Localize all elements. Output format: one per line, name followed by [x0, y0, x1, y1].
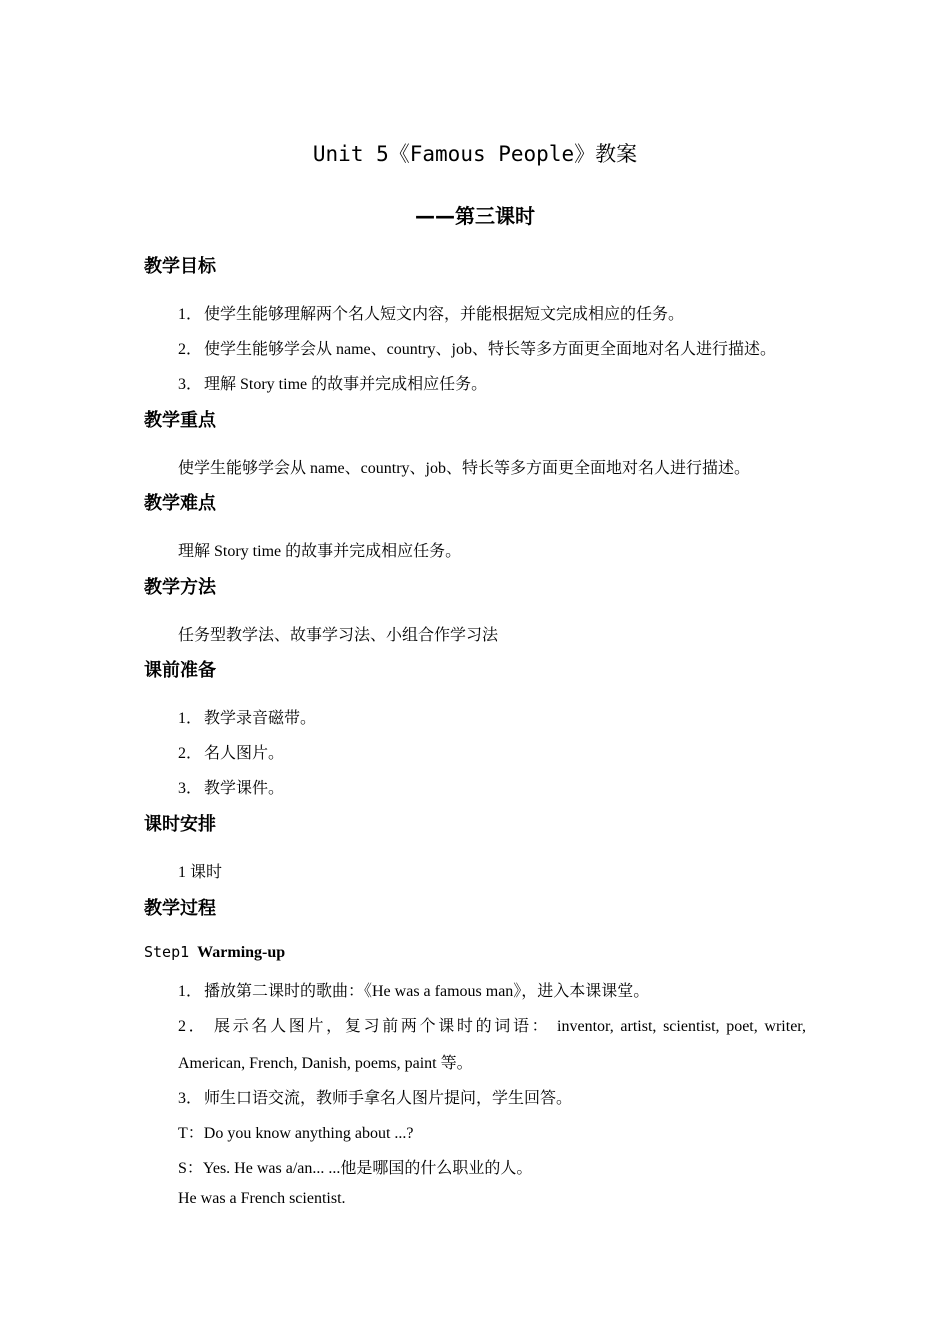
- section-heading-key-points: 教学重点: [144, 410, 216, 431]
- list-text: 使学生能够学会从 name、country、job、特长等多方面更全面地对名人进行描述。: [204, 341, 776, 358]
- section-heading-methods: 教学方法: [144, 577, 216, 598]
- list-number: 3．: [178, 376, 203, 393]
- paragraph: 理解 Story time 的故事并完成相应任务。: [178, 543, 462, 560]
- list-text: 名人图片。: [204, 745, 285, 762]
- list-number: 2．: [178, 745, 203, 762]
- list-item: [178, 705, 316, 728]
- list-number: 3．: [178, 780, 203, 797]
- step-number: Step1: [144, 943, 190, 961]
- list-text: 播放第二课时的歌曲：《He was a famous man》，进入本课课堂。: [204, 983, 650, 1000]
- paragraph: 使学生能够学会从 name、country、job、特长等多方面更全面地对名人进行描述。: [178, 460, 750, 477]
- list-text: 教学录音磁带。: [204, 710, 317, 727]
- section-heading-preparation: 课前准备: [144, 660, 216, 681]
- dialog-line-teacher: T：Do you know anything about ...?: [178, 1125, 414, 1142]
- section-heading-schedule: 课时安排: [144, 814, 216, 835]
- list-text: 使学生能够理解两个名人短文内容，并能根据短文完成相应的任务。: [204, 306, 685, 323]
- section-heading-goals: 教学目标: [144, 256, 216, 277]
- list-number: 2．: [178, 341, 203, 358]
- list-item: [178, 336, 776, 359]
- list-item-line: 2． 展示名人图片，复习前两个课时的词语： inventor, artist, scientist, poet, writer,: [178, 1018, 806, 1035]
- list-text: 理解 Story time 的故事并完成相应任务。: [204, 376, 488, 393]
- document-title: Unit 5《Famous People》教案: [312, 142, 638, 166]
- paragraph: 1 课时: [178, 864, 223, 881]
- list-text: 师生口语交流，教师手拿名人图片提问，学生回答。: [204, 1090, 573, 1107]
- paragraph: 任务型教学法、故事学习法、小组合作学习法: [178, 627, 499, 644]
- list-number: 1．: [178, 710, 203, 727]
- step-name: Warming-up: [197, 944, 286, 961]
- list-item-continuation: American, French, Danish, poems, paint 等。: [178, 1055, 473, 1072]
- dialog-line-student: S：Yes. He was a/an... ...他是哪国的什么职业的人。: [178, 1160, 533, 1177]
- list-item: [178, 301, 684, 324]
- section-heading-difficulties: 教学难点: [144, 493, 216, 514]
- step-heading: [144, 943, 285, 962]
- list-number: 3．: [178, 1090, 203, 1107]
- list-item: [178, 775, 284, 798]
- list-item: [178, 978, 649, 1001]
- example-sentence: He was a French scientist.: [178, 1190, 346, 1207]
- list-number: 1．: [178, 306, 203, 323]
- section-heading-process: 教学过程: [144, 898, 216, 919]
- list-item: [178, 371, 487, 394]
- list-item: [178, 1085, 572, 1108]
- list-text: 教学课件。: [204, 780, 285, 797]
- list-item: [178, 740, 284, 763]
- document-subtitle: ——第三课时: [415, 204, 535, 228]
- list-number: 1．: [178, 983, 203, 1000]
